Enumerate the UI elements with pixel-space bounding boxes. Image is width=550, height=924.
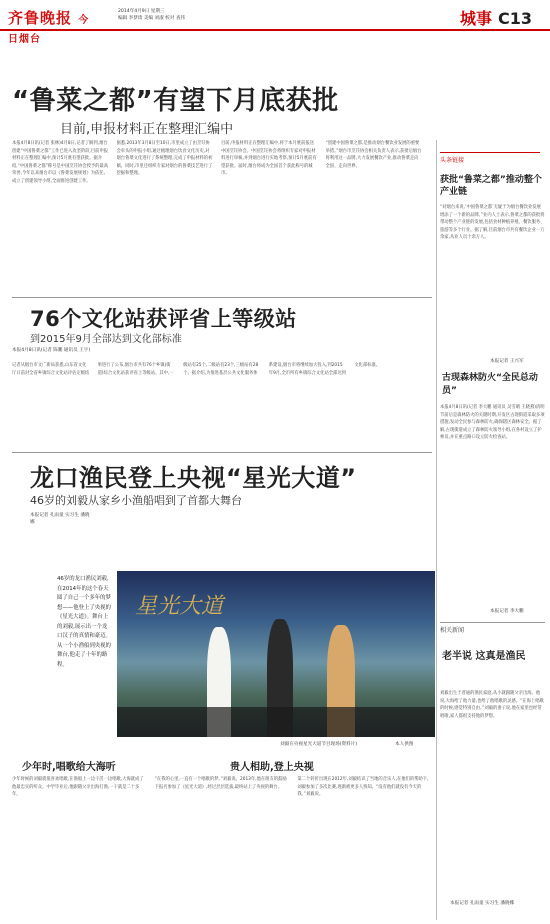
sidebar3-headline: 老半说 这真是渔民 bbox=[442, 651, 526, 662]
dateline-block bbox=[118, 8, 185, 23]
article2-headline: 76个文化站获评省上等级站 bbox=[30, 307, 297, 331]
article3-body bbox=[12, 776, 432, 916]
article1-para-2: 据悉,2013年3月8日至10日,市里成立了由烹饪协会牵头的申报小组,通过梳理烟台饮食文化历史,对烟台鲁菜文化进行了系统整理,完成了申报材料的初稿。同时,市里还组织专家对烟台的鲁菜技艺进行了挖掘和整理。 bbox=[116, 141, 213, 177]
article2-rule bbox=[12, 297, 432, 298]
section-header bbox=[460, 6, 532, 29]
edition-name: 今日烟台 bbox=[8, 15, 90, 45]
article1-headline: “鲁菜之都”有望下月底获批 bbox=[12, 86, 339, 116]
article3-subsection-1: 少年时,唱歌给大海听 bbox=[22, 762, 116, 773]
article2-body: 记者从烟台市文广新局获悉,山东省文化厅日前对全省乡镇综合文化站评估定级结果进行了公布,烟台市共有76个乡镇(街道)综合文化站获评省上等级站。其中,一级站有25个,二级站有23个,三级站有28个。据介绍,为推进基层公共文化服务体系建设,烟台市将继续加大投入,到2015年9月,全市所有乡镇综合文化站全部达到文化部标准。 bbox=[12, 363, 381, 376]
sidebar1-headline: 获批“鲁菜之都”推动整个产业链 bbox=[440, 175, 542, 197]
article1-para-3: 目前,申报材料正在整理汇编中,将于本月底前报送中国烹饪协会。中国烹饪协会将组织专家对申报材料进行审核,并到烟台进行实地考察,预计5月底前有望获批。届时,烟台将成为全国首个获此称号的城市。 bbox=[221, 141, 317, 177]
sidebar2-byline: 本报记者 李大鹏 bbox=[490, 609, 524, 614]
article3-intro: 46岁的龙口渔民刘毅,在2014年的这个春天圆了自己一个多年的梦想——他登上了央视的《星光大道》。舞台上的刘毅,展示出一个龙口汉子的真情和豪迈。从一个小渔船到央视的舞台,他走了十年的路程。 bbox=[57, 576, 111, 668]
article3-headline: 龙口渔民登上央视“星光大道” bbox=[30, 464, 357, 492]
article3-para-3: 第二个转折出现在2012年,刘毅结识了当地的音乐人,在他们的帮助下,刘毅参加了多次比赛,逐渐被更多人熟知。“没有他们就没有今天的我。”刘毅说。 bbox=[297, 777, 429, 798]
article3-subsection-2: 贵人相助,登上央视 bbox=[230, 762, 314, 773]
article2-subhead: 到2015年9月全部达到文化部标准 bbox=[30, 334, 182, 345]
stage-photo bbox=[117, 571, 435, 737]
sidebar2-body: 本报4月8日讯(记者 李大鹏 通讯员 吴雪晴 王晓燕)清明节前后是森林防火的关键时期,开发区古现街道采取多项措施,发动全民参与森林防火,确保辖区森林安全。据了解,古现街道成立了森林防火领导小组,在各村设立了护林员,并在重点路口设立防火检查站。 bbox=[440, 405, 545, 441]
article1-para-1: 本报4月8日讯(记者 张林)4月8日,记者了解到,烟台创建“中国鲁菜之都”工作已进入攻坚阶段,目前申报材料正在整理汇编中,预计5月底有望获批。据介绍,“中国鲁菜之都”称号是中国烹饪协会授予的最高荣誉,今年以来烟台市以《鲁菜发展规划》为依托,成立了创建领导小组,全面推进创建工作。 bbox=[12, 141, 109, 184]
article3-subhead: 46岁的刘毅从家乡小渔船唱到了首都大舞台 bbox=[30, 494, 242, 507]
article3-byline: 本报记者 孔雨童 实习生 潘晓娜 bbox=[30, 513, 90, 526]
sidebar3-rule bbox=[440, 622, 545, 623]
stage-floor bbox=[117, 707, 435, 737]
article1-para-4: “创建中国鲁菜之都,是推动烟台餐饮业发展的重要举措。”烟台市烹饪协会相关负责人表示,获批后烟台将利用这一品牌,大力发展餐饮产业,推动鲁菜走向全国、走向世界。 bbox=[325, 141, 422, 169]
sidebar1-byline: 本报记者 王兴军 bbox=[490, 359, 524, 364]
article3-rule bbox=[12, 452, 432, 453]
photo-screen-text: 星光大道 bbox=[135, 594, 224, 619]
sidebar1-body: “对烟台来说,‘中国鲁菜之都’无疑于为烟台餐饮业发展增添了一个新的品牌。”业内人士表示,鲁菜之都的获批将带动整个产业链的发展,包括食材种植养殖、餐饮服务、旅游等多个行业。据了解,目前烟台市共有餐饮企业一万余家,从业人员十余万人。 bbox=[440, 205, 545, 241]
photo-credit: 本人供图 bbox=[395, 742, 414, 747]
article3-para-2: “在我的心里,一直有一个唱歌的梦。”刘毅说。2013年,他在朋友的鼓励下报名参加了《星光大道》,经过层层选拔,最终站上了央视的舞台。 bbox=[154, 777, 287, 790]
paper-name: 齐鲁晚报 bbox=[8, 9, 73, 27]
paper-logo bbox=[8, 7, 92, 45]
article3-para-1: 少年时候的刘毅就很喜欢唱歌,在渔船上一边干活一边唱歌,大海就成了他最忠实的听众。中学毕业后,他跟随父亲出海打渔,一干就是二十多年。 bbox=[12, 777, 144, 798]
sidebar3-tag: 相关新闻 bbox=[440, 627, 465, 634]
page-number: C13 bbox=[497, 9, 532, 28]
sidebar2-headline: 古现森林防火“全民总动员” bbox=[442, 373, 538, 396]
editor-credits: 编辑 李梦琦 美编 刘淑 校对 查伟 bbox=[118, 16, 186, 22]
sidebar3-body: 刘毅出生于普通的渔民家庭,从小就跟随父亲出海。他说,大海给了他力量,也给了他唱歌的灵感。“在海上唱歌的时候,感觉特别自由。”刘毅的妻子说,他在家里也经常唱歌,家人都很支持他的梦想。 bbox=[440, 691, 544, 719]
dateline: 2014年4月9日 星期三 bbox=[118, 9, 165, 14]
section-name: 城事 bbox=[459, 9, 492, 28]
masthead-rule bbox=[0, 29, 550, 31]
sidebar3-byline: 本报记者 孔雨童 实习生 潘晓娜 bbox=[450, 901, 515, 906]
article1-subhead: 目前,申报材料正在整理汇编中 bbox=[60, 122, 234, 137]
photo-caption: 刘毅在央视星光大道节目现场(资料片) bbox=[280, 742, 358, 747]
sidebar-divider bbox=[436, 140, 437, 920]
sidebar1-tag: 头条链接 bbox=[440, 157, 465, 164]
article1-body bbox=[12, 140, 422, 290]
article2-byline: 本报4月8日讯(记者 陈鹏 通讯员 王宇) bbox=[12, 348, 91, 353]
sidebar1-rule bbox=[440, 152, 540, 153]
